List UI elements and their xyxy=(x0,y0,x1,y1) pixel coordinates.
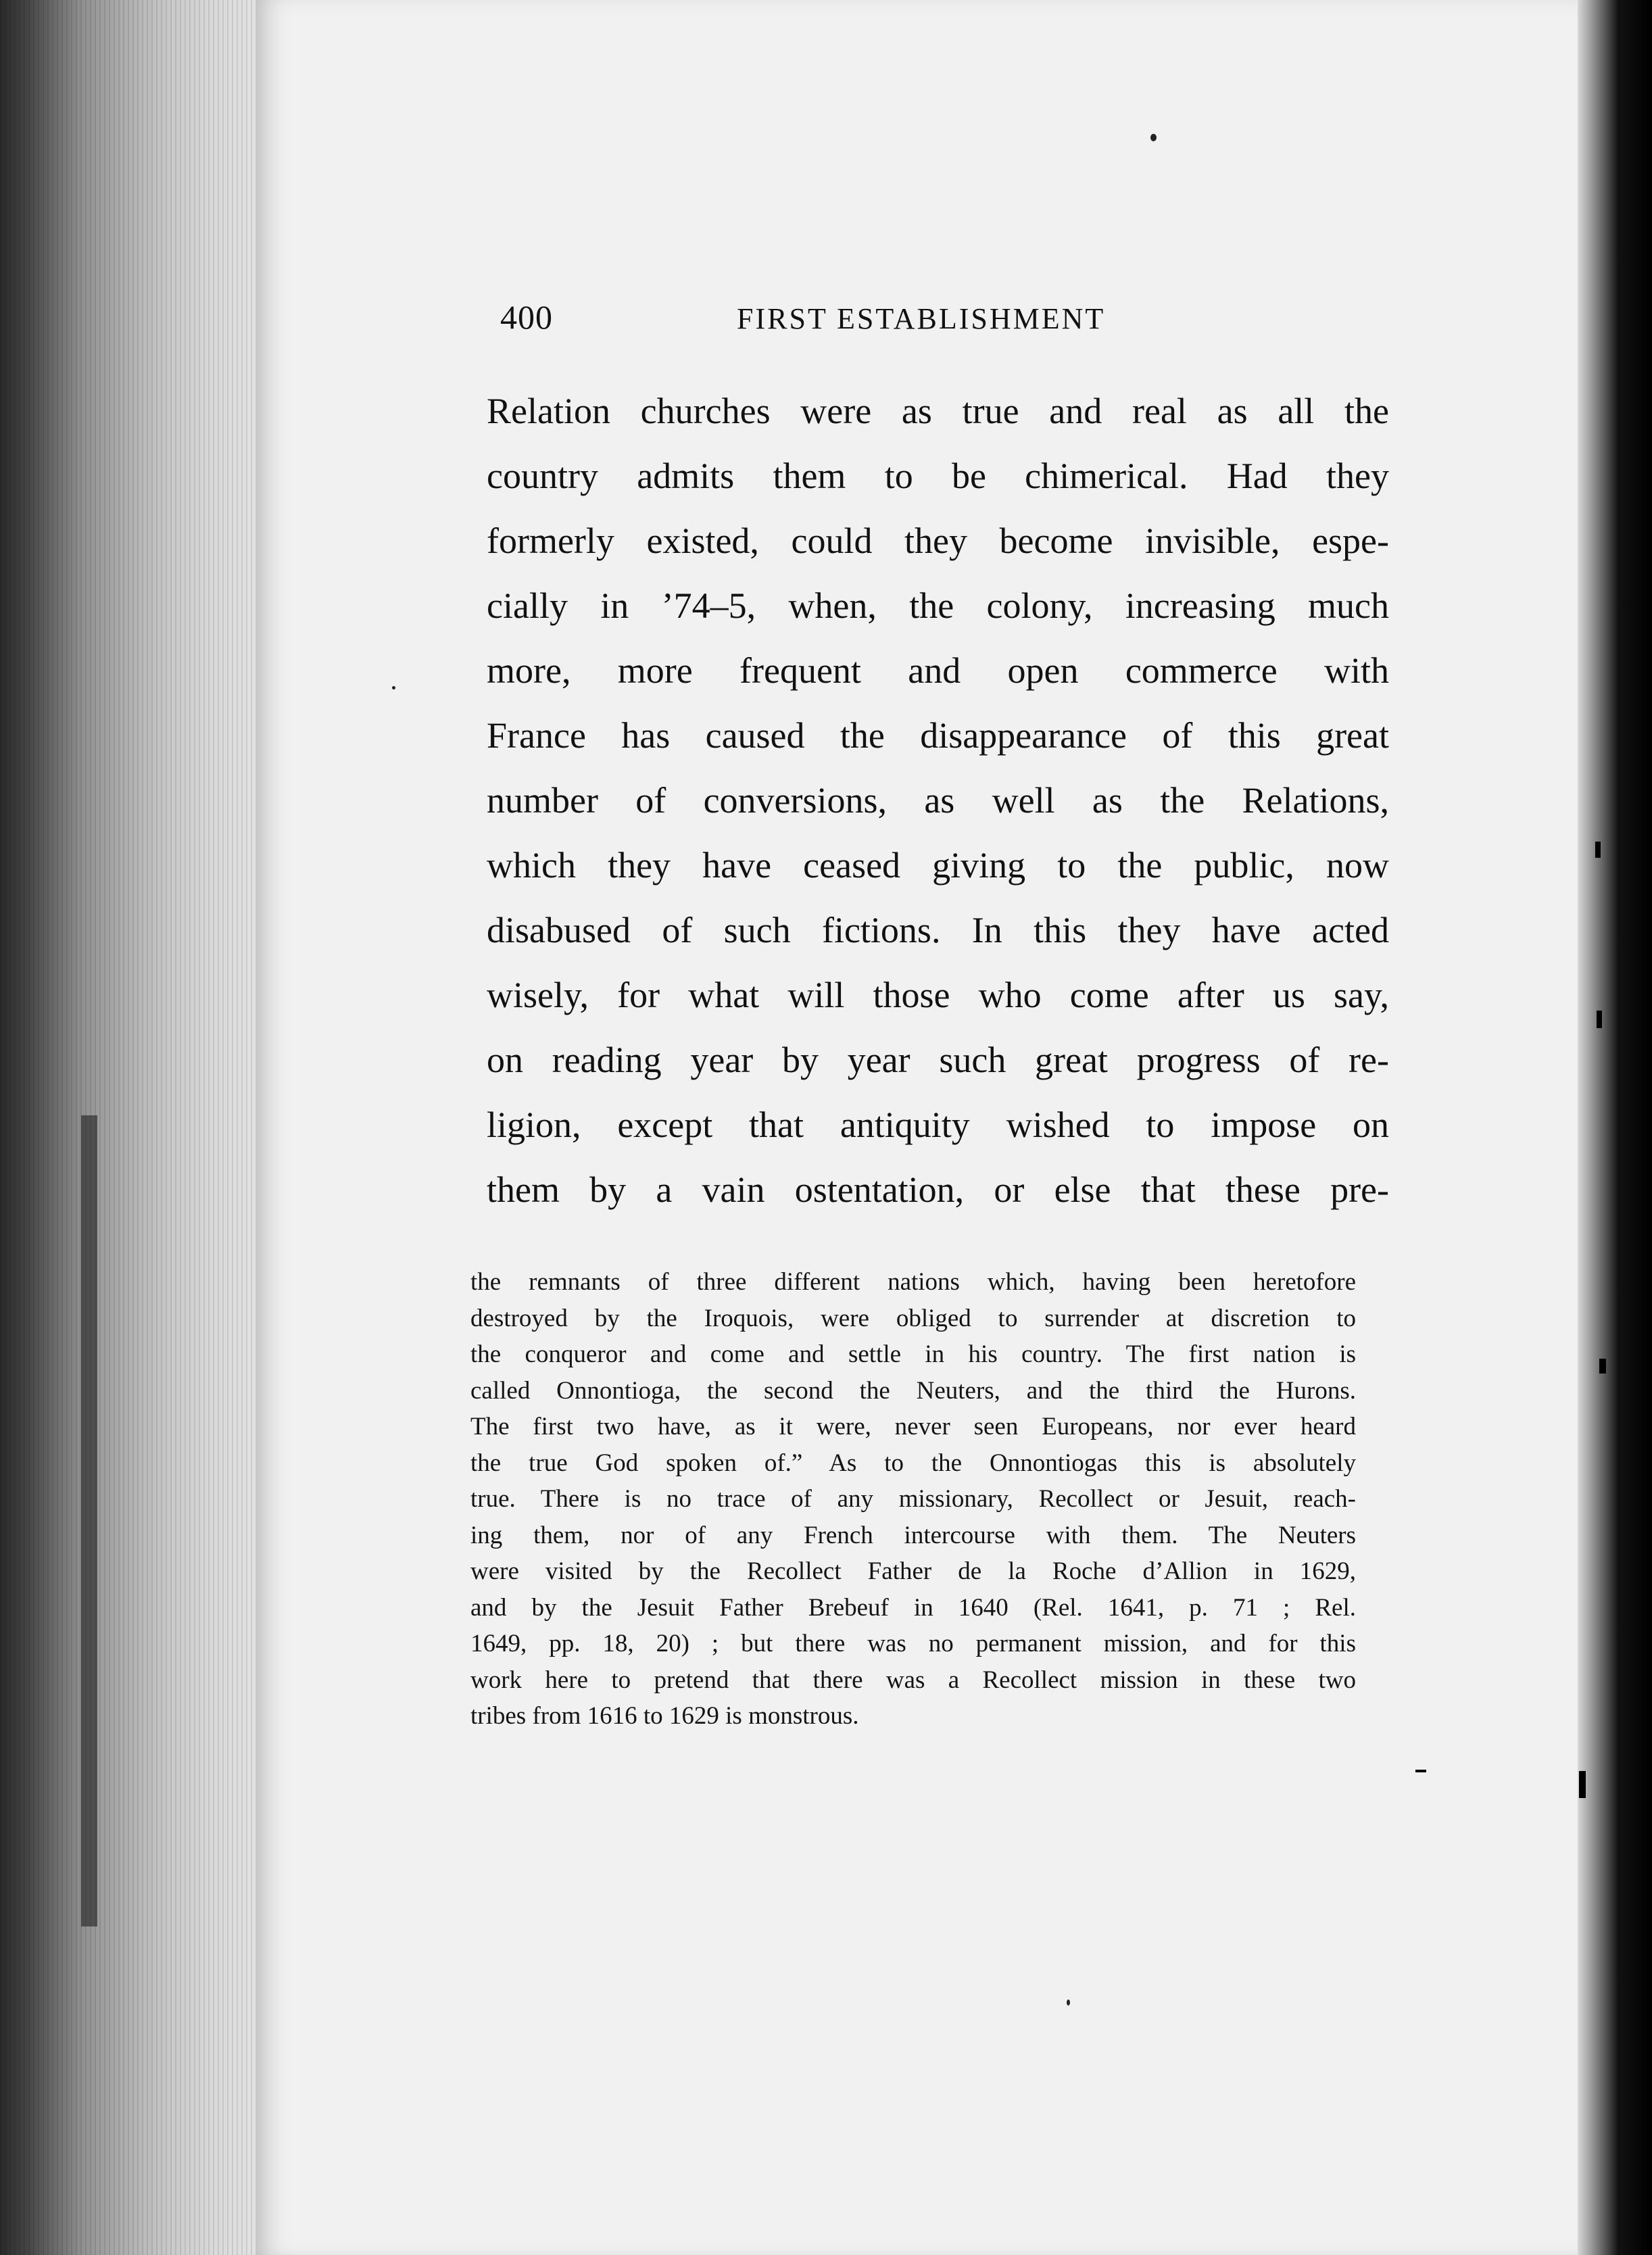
footnote-line: tribes from 1616 to 1629 is monstrous. xyxy=(470,1702,859,1730)
body-line: disabused of such fictions. In this they have acted xyxy=(487,910,1389,950)
body-text xyxy=(487,379,1389,1222)
footnote-line: and by the Jesuit Father Brebeuf in 1640 (Rel. 1641, p. 71 ; Rel. xyxy=(470,1593,1356,1622)
body-line: which they have ceased giving to the public, now xyxy=(487,845,1389,886)
body-line: more, more frequent and open commerce with xyxy=(487,650,1389,691)
body-line: number of conversions, as well as the Relations, xyxy=(487,780,1389,821)
footnote xyxy=(470,1264,1356,1735)
body-line: wisely, for what will those who come after us say, xyxy=(487,975,1389,1015)
footnote-line: destroyed by the Iroquois, were obliged to surrender at discretion to xyxy=(470,1304,1356,1332)
edge-mark xyxy=(1597,1011,1602,1028)
footnote-line: the remnants of three different nations which, having been heretofore xyxy=(470,1268,1356,1296)
footnote-line: ing them, nor of any French intercourse with them. The Neuters xyxy=(470,1521,1356,1549)
footnote-line: work here to pretend that there was a Recollect mission in these two xyxy=(470,1666,1356,1694)
body-line: Relation churches were as true and real as all the xyxy=(487,391,1389,431)
footnote-line: were visited by the Recollect Father de la Roche d’Allion in 1629, xyxy=(470,1557,1356,1585)
footnote-line: 1649, pp. 18, 20) ; but there was no permanent mission, and for this xyxy=(470,1630,1356,1657)
body-line: formerly existed, could they become invisible, espe- xyxy=(487,520,1389,561)
body-line: ligion, except that antiquity wished to impose on xyxy=(487,1105,1389,1145)
footnote-line: called Onnontioga, the second the Neuters, and the third the Hurons. xyxy=(470,1376,1356,1405)
edge-mark xyxy=(1599,1359,1606,1374)
footnote-line: true. There is no trace of any missionary, Recollect or Jesuit, reach- xyxy=(470,1485,1356,1513)
footnote-line: the conqueror and come and settle in his country. The first nation is xyxy=(470,1340,1356,1368)
page-number: 400 xyxy=(500,298,553,336)
body-line: on reading year by year such great progress of re- xyxy=(487,1040,1389,1080)
body-line: cially in ’74–5, when, the colony, increasing much xyxy=(487,585,1389,626)
footnote-line: The first two have, as it were, never seen Europeans, nor ever heard xyxy=(470,1413,1356,1440)
body-line: country admits them to be chimerical. Had they xyxy=(487,456,1389,496)
right-page-edge xyxy=(1578,0,1652,2255)
edge-mark xyxy=(1579,1771,1586,1798)
body-line: France has caused the disappearance of this great xyxy=(487,715,1389,756)
body-line: them by a vain ostentation, or else that these pre- xyxy=(487,1169,1389,1210)
scan-speck xyxy=(1150,134,1157,141)
edge-mark xyxy=(1595,842,1601,858)
footnote-line: the true God spoken of.” As to the Onnontiogas this is absolutely xyxy=(470,1449,1356,1477)
edge-mark xyxy=(1415,1770,1426,1772)
page-edges-texture xyxy=(0,0,257,2255)
page-header xyxy=(500,297,1406,351)
scan-speck xyxy=(1067,1999,1070,2006)
scan-speck xyxy=(392,686,395,689)
gutter-shadow xyxy=(81,1115,97,1926)
running-head: FIRST ESTABLISHMENT xyxy=(737,302,1106,335)
